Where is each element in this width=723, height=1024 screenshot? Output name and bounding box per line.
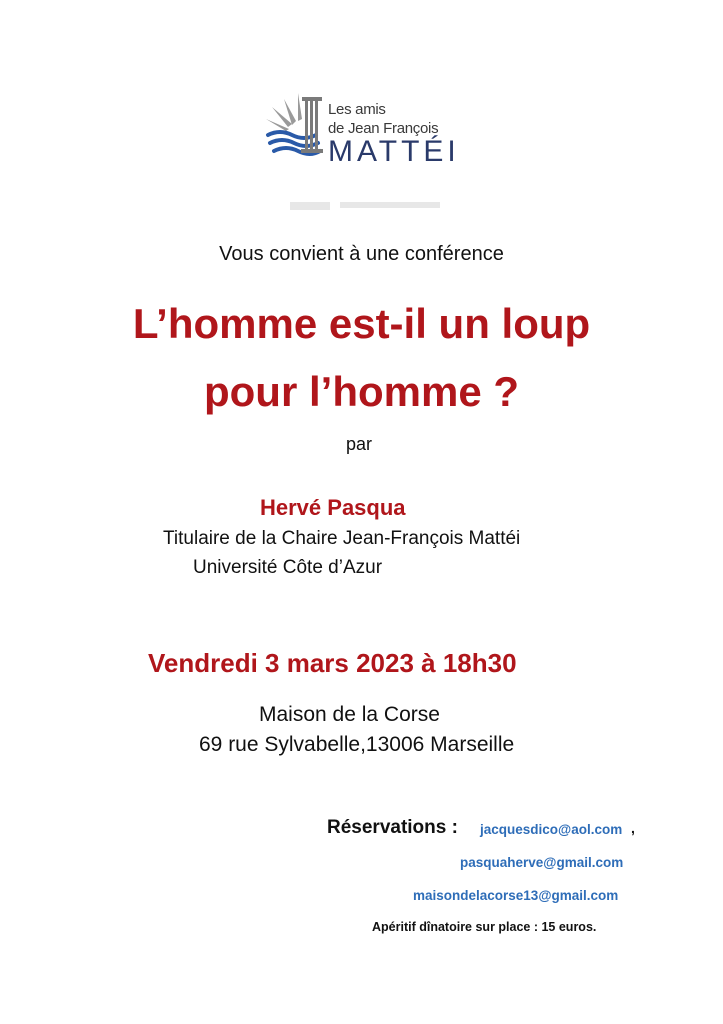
- reservation-email-link[interactable]: jacquesdico@aol.com: [480, 822, 623, 837]
- logo-reflection-decoration: [280, 200, 450, 222]
- logo-text-line2: de Jean François: [328, 120, 439, 137]
- invitation-intro: Vous convient à une conférence: [219, 243, 504, 265]
- reservation-email-link[interactable]: maisondelacorse13@gmail.com: [413, 888, 619, 903]
- logo: [262, 85, 462, 185]
- event-address: 69 rue Sylvabelle,13006 Marseille: [199, 733, 515, 756]
- by-label: par: [346, 434, 373, 454]
- reservations-label: Réservations :: [327, 817, 458, 838]
- logo-name: MATTÉI: [328, 135, 460, 168]
- event-date: Vendredi 3 mars 2023 à 18h30: [148, 648, 517, 678]
- logo-text-line1: Les amis: [328, 101, 386, 118]
- conference-title-line1: L’homme est-il un loup: [132, 300, 591, 347]
- speaker-university: Université Côte d’Azur: [193, 557, 383, 578]
- event-venue: Maison de la Corse: [259, 703, 440, 726]
- reservation-email-link[interactable]: pasquaherve@gmail.com: [460, 855, 624, 870]
- conference-title-line2: pour l’homme ?: [204, 368, 519, 415]
- speaker-name: Hervé Pasqua: [260, 495, 406, 520]
- aperitif-note: Apéritif dînatoire sur place : 15 euros.: [372, 920, 597, 934]
- email-separator: ,: [631, 820, 635, 836]
- speaker-role: Titulaire de la Chaire Jean-François Mattéi: [163, 528, 521, 549]
